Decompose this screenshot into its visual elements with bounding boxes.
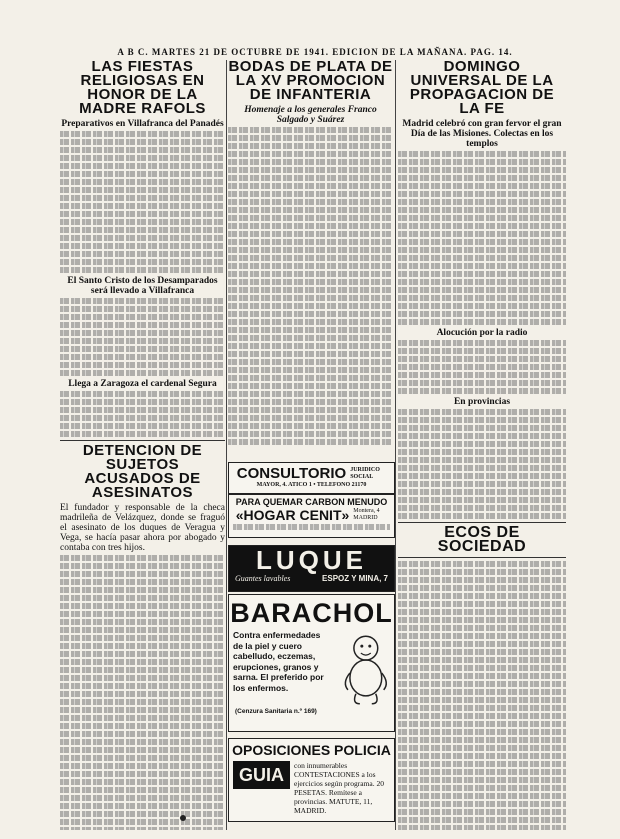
column-2 <box>228 60 393 460</box>
section-subhead: En provincias <box>453 397 511 407</box>
article-subheadline: Homenaje a los generales Franco Salgado y Suárez <box>244 105 377 125</box>
article-body <box>60 555 225 830</box>
column-1 <box>60 60 225 830</box>
article-body <box>398 151 566 325</box>
ad-text: Contra enfermedades de la piel y cuero cabelludo, eczemas, erupciones, granos y sarna. El preferido por los enfermos. <box>233 630 324 693</box>
divider <box>60 440 225 441</box>
section-subhead: Alocución por la radio <box>436 328 528 338</box>
ad-brand: GUIA <box>233 761 290 789</box>
ad-brand: «HOGAR CENIT» <box>235 507 350 523</box>
article-body <box>398 340 566 394</box>
ad-hogar-cenit <box>228 494 395 538</box>
column-rule <box>226 60 227 830</box>
page-header: A B C. MARTES 21 DE OCTUBRE DE 1941. EDICION DE LA MAÑANA. PAG. 14. <box>117 47 513 57</box>
article-subheadline: Preparativos en Villafranca del Panadés <box>61 119 224 129</box>
article-headline: LAS FIESTAS RELIGIOSAS EN HONOR DE LA MADRE RAFOLS <box>79 60 206 117</box>
ad-luque <box>228 545 395 592</box>
ad-brand: LUQUE <box>256 545 367 575</box>
ad-address: ESPOZ Y MINA, 7 <box>322 574 388 583</box>
article-body <box>398 409 566 519</box>
ad-subtitle: JURIDICO SOCIAL <box>350 466 380 480</box>
ad-oposiciones <box>228 738 395 822</box>
ad-subtitle: Guantes lavables <box>235 574 291 583</box>
ad-consultorio <box>228 462 395 494</box>
ink-dot <box>180 815 186 821</box>
ad-line: PARA QUEMAR CARBON MENUDO <box>235 497 388 507</box>
article-body <box>60 391 225 437</box>
ad-title: CONSULTORIO <box>236 465 347 482</box>
ad-registration: (Cenzura Sanitaria n.º 169) <box>235 708 317 715</box>
article-headline: DETENCION DE SUJETOS ACUSADOS DE ASESINATOS <box>82 442 203 501</box>
ad-address: Montera, 4 MADRID <box>353 508 380 521</box>
article-subheadline: Madrid celebró con gran fervor el gran Día de las Misiones. Colectas en los templos <box>402 119 562 149</box>
article-headline: BODAS DE PLATA DE LA XV PROMOCION DE INFANTERIA <box>228 60 393 103</box>
article-body <box>60 131 225 273</box>
article-headline: ECOS DE SOCIEDAD <box>437 524 527 555</box>
article-headline: DOMINGO UNIVERSAL DE LA PROPAGACION DE LA FE <box>409 60 555 117</box>
ad-text: con innumerables CONTESTACIONES a los ejercicios según programa. 20 PESETAS. Remítese a provincias. MATUTE, 11, MADRID. <box>294 761 384 815</box>
section-subhead: El Santo Cristo de los Desamparados será llevado a Villafranca <box>67 276 218 296</box>
ad-address: MAYOR, 4. ATICO 1 • TELEFONO 21170 <box>256 482 367 488</box>
article-lead: El fundador y responsable de la checa madrileña de Velázquez, donde se fraguó el asesinato de los duques de Veragua y Vega, se hacía pasar ahora por abogado y contaba con tres hijos. <box>60 503 225 553</box>
divider <box>398 522 566 523</box>
ad-barachol <box>228 594 395 732</box>
column-3 <box>398 60 566 830</box>
ad-title: OPOSICIONES POLICIA <box>232 742 391 758</box>
article-body <box>60 298 225 376</box>
article-body <box>398 561 566 830</box>
divider <box>398 557 566 558</box>
baby-illustration-icon <box>336 628 394 708</box>
section-subhead: Llega a Zaragoza el cardenal Segura <box>68 379 217 389</box>
ad-brand: BARACHOL <box>230 598 393 628</box>
column-rule <box>395 60 396 830</box>
article-body <box>228 127 393 445</box>
